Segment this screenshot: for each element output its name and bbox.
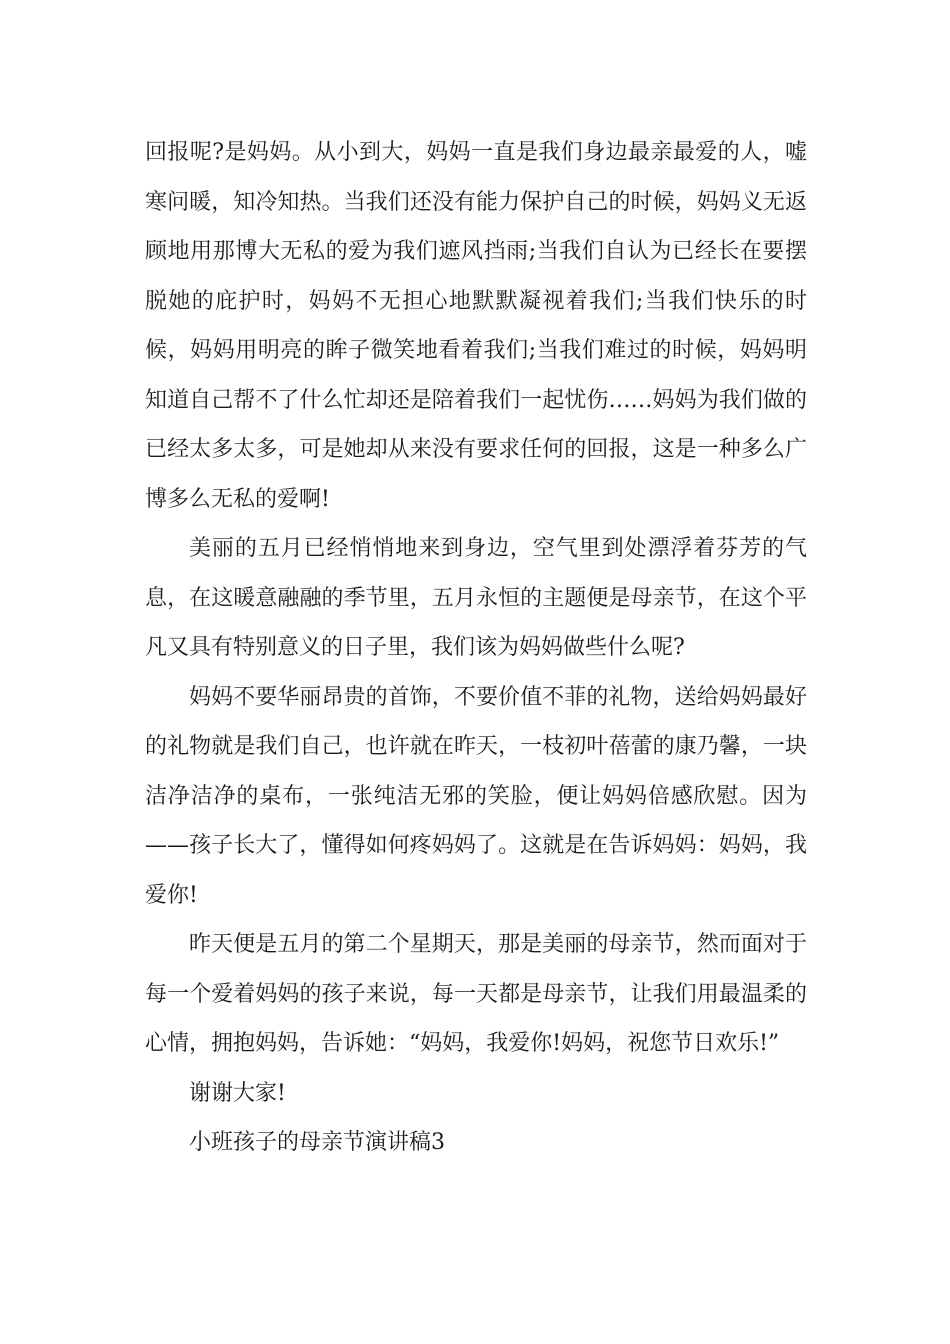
paragraph-thanks: 谢谢大家! xyxy=(189,1080,286,1106)
section-title: 小班孩子的母亲节演讲稿3 xyxy=(189,1130,445,1155)
paragraph-continued: 回报呢?是妈妈。从小到大，妈妈一直是我们身边最亲最爱的人，嘘寒问暖，知冷知热。当我们还没有能力保护自己的时候，妈妈义无返顾地用那博大无私的爱为我们遮风挡雨;当我们自认为已经长在要摆脱她的庇护时，妈妈不无担心地默默凝视着我们;当我们快乐的时候，妈妈用明亮的眸子微笑地看着我们;当我们难过的时候，妈妈明知道自己帮不了什么忙却还是陪着我们一起忧伤……妈妈为我们做的已经太多太多，可是她却从来没有要求任何的回报，这是一种多么广博多么无私的爱啊! xyxy=(145,140,807,512)
paragraph-gift: 妈妈不要华丽昂贵的首饰，不要价值不菲的礼物，送给妈妈最好的礼物就是我们自己，也许就在昨天，一枝初叶蓓蕾的康乃馨，一块洁净洁净的桌布，一张纯洁无邪的笑脸，便让妈妈倍感欣慰。因为——孩子长大了，懂得如何疼妈妈了。这就是在告诉妈妈：妈妈，我爱你! xyxy=(145,684,807,908)
document-page xyxy=(145,128,807,1168)
paragraph-may: 美丽的五月已经悄悄地来到身边，空气里到处漂浮着芬芳的气息，在这暖意融融的季节里，五月永恒的主题便是母亲节，在这个平凡又具有特别意义的日子里，我们该为妈妈做些什么呢? xyxy=(145,536,807,660)
paragraph-mothers-day: 昨天便是五月的第二个星期天，那是美丽的母亲节，然而面对于每一个爱着妈妈的孩子来说，每一天都是母亲节，让我们用最温柔的心情，拥抱妈妈，告诉她：“妈妈，我爱你!妈妈，祝您节日欢乐!” xyxy=(145,932,807,1056)
